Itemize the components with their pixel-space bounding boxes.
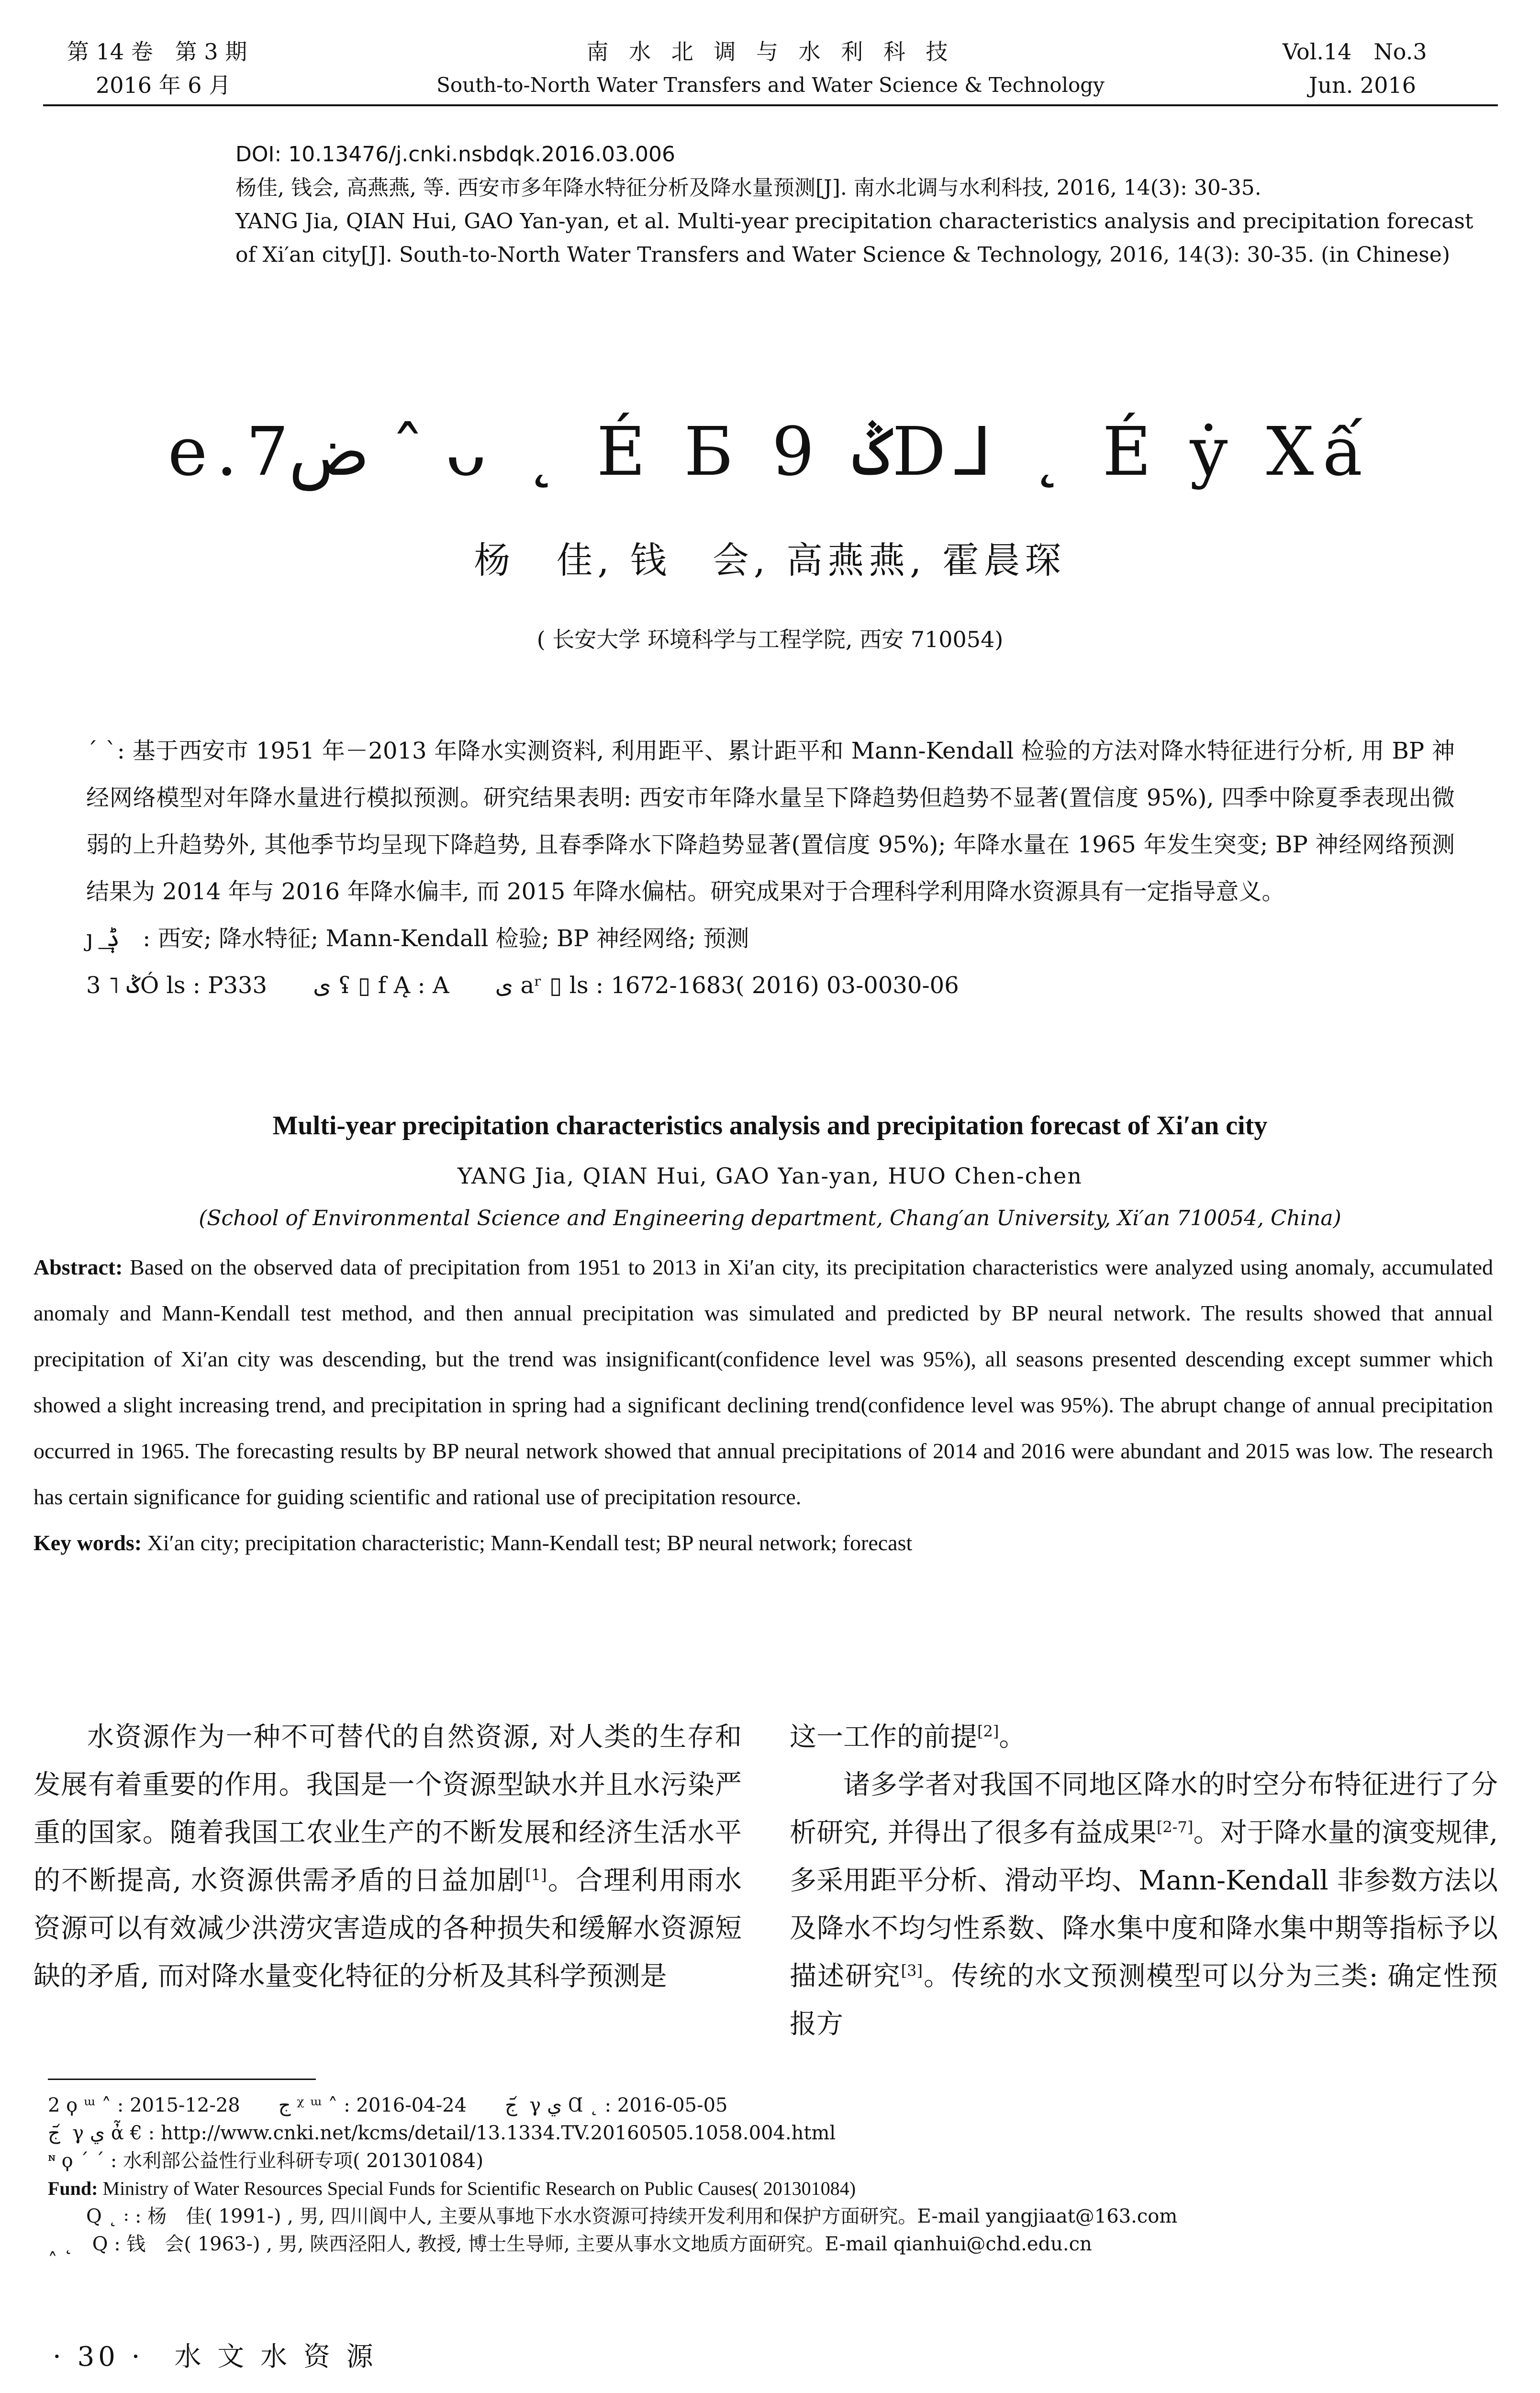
footnotes [48, 2091, 1484, 2258]
footnote-author1: Q ˛ ꞉ : 杨 佳( 1991-) , 男, 四川阆中人, 主要从事地下水水资源可持续开发利用和保护方面研究。E-mail yangjiaat@163.com [86, 2205, 1178, 2227]
body-column-left [33, 1713, 742, 2001]
doi-text: DOI: 10.13476/j.cnki.nsbdqk.2016.03.006 [235, 142, 676, 167]
reference-marker: [3] [901, 1961, 923, 1980]
article-title-en: Multi-year precipitation characteristics analysis and precipitation forecast of Xi′an city [272, 1111, 1268, 1141]
classification-line: 3 ˥ ݣÓ ls : P333 ى ʢ ▯ f Ą : A ى aʳ ▯ ls : 1672-1683( 2016) 03-0030-06 [86, 972, 959, 999]
journal-title-cn: 南 水 北 调 与 水 利 科 技 [586, 39, 955, 65]
abstract-en-body: Based on the observed data of precipitation from 1951 to 2013 in Xi′an city, its precipitation characteristics were analyzed using anomaly, accumulated anomaly and Mann-Kendall test method, and then annual precipitation was simulated and predicted by BP neural network. The results showed that annual precipitation of Xi′an city was descending, but the trend was insignificant(confidence level was 95%), all seasons presented descending except summer which showed a slight increasing trend, and precipitation in spring had a significant declining trend(confidence level was 95%). The abrupt change of annual precipitation occurred in 1965. The forecasting results by BP neural network showed that annual precipitations of 2014 and 2016 were abundant and 2015 was low. The research has certain significance for guiding scientific and rational use of precipitation resource. [33, 1255, 1493, 1509]
reference-marker: [2-7] [1156, 1818, 1194, 1836]
citation-cn: 杨佳, 钱会, 高燕燕, 等. 西安市多年降水特征分析及降水量预测[J]. 南水北调与水利科技, 2016, 14(3): 30-35. [235, 176, 1261, 200]
reference-marker: [1] [525, 1866, 547, 1884]
citation-block [235, 138, 1489, 272]
body-text: 。传统的水文预测模型可以分为三类: 确定性预报方 [790, 1961, 1498, 2040]
header-rule [43, 104, 1498, 106]
publication-date-en: Jun. 2016 [1309, 72, 1417, 98]
affiliation-en: (School of Environmental Science and Engineering department, Chang′an University, Xi′an 710054, China) [199, 1206, 1341, 1230]
journal-title-en: South-to-North Water Transfers and Water Science & Technology [436, 73, 1105, 97]
page-number: · 30 · [53, 2341, 144, 2372]
abstract-cn-text [86, 727, 1455, 915]
volume-issue: 第 14 卷 第 3 期 [67, 39, 247, 65]
abstract-cn-label: ˊ ˋ [86, 738, 117, 764]
body-text: 。 [999, 1722, 1026, 1753]
publication-date: 2016 年 6 月 [96, 72, 231, 98]
body-paragraph [790, 1713, 1498, 1761]
body-text: 。对于降水量的演变规律, 多采用距平分析、滑动平均、Mann-Kendall 非参数方法以及降水不均匀性系数、降水集中度和降水集中期等指标予以描述研究 [790, 1817, 1498, 1992]
fund-text: Ministry of Water Resources Special Funds for Scientific Research on Public Causes( 201301084) [102, 2178, 856, 2199]
volume-issue-en: Vol.14 No.3 [1283, 39, 1427, 65]
keywords-cn [86, 915, 1455, 962]
abstract-cn-body: : 基于西安市 1951 年－2013 年降水实测资料, 利用距平、累计距平和 Mann-Kendall 检验的方法对降水特征进行分析, 用 BP 神经网络模型对年降水量进行模拟预测。研究结果表明: 西安市年降水量呈下降趋势但趋势不显著(置信度 95%), 四季中除夏季表现出微弱的上升趋势外, 其他季节均呈现下降趋势, 且春季降水下降趋势显著(置信度 95%); 年降水量在 1965 年发生突变; BP 神经网络预测结果为 2014 年与 2016 年降水偏丰, 而 2015 年降水偏枯。研究成果对于合理科学利用降水资源具有一定指导意义。 [86, 738, 1455, 905]
affiliation-cn: ( 长安大学 环境科学与工程学院, 西安 710054) [536, 626, 1004, 652]
authors-cn: 杨 佳, 钱 会, 高燕燕, 霍晨琛 [474, 539, 1066, 581]
keywords-en [33, 1520, 1493, 1566]
footnote-project: ᶰ ϙ ˊ ˊ : 水利部公益性行业科研专项( 201301084) [48, 2150, 484, 2172]
keywords-en-label: Key words: [33, 1531, 142, 1555]
keywords-en-text: Xi′an city; precipitation characteristic; Mann-Kendall test; BP neural network; forecast [147, 1531, 913, 1555]
keywords-cn-label: ȷ ͟ ݙ [86, 925, 120, 952]
footnote-dates: 2 ϙ ᵚ ˄ : 2015-12-28 ج ᵡ ᵚ ˄ : 2016-04-24 ج ᷄ γ ي Ɑ ˛ : 2016-05-05 [48, 2094, 728, 2116]
citation-en: YANG Jia, QIAN Hui, GAO Yan-yan, et al. Multi-year precipitation characteristics analysis and precipitation forecast of Xi′an city[J]. South-to-North Water Transfers and Water Science & Technology, 2016, 14(3): 30-35. (in Chinese) [235, 209, 1473, 267]
footnote-url: ج ᷄ γ ي ἆ € : http://www.cnki.net/kcms/detail/13.1334.TV.20160505.1058.004.html [48, 2122, 836, 2144]
body-text: 这一工作的前提 [790, 1722, 977, 1753]
footnote-author2: ˰ ˛ Q : 钱 会( 1963-) , 男, 陕西泾阳人, 教授, 博士生导师, 主要从事水文地质方面研究。E-mail qianhui@chd.edu.cn [48, 2233, 1092, 2255]
abstract-en [33, 1244, 1493, 1566]
body-text: 。合理利用雨水资源可以有效减少洪涝灾害造成的各种损失和缓解水资源短缺的矛盾, 而对降水量变化特征的分析及其科学预测是 [33, 1865, 742, 1992]
authors-en: YANG Jia, QIAN Hui, GAO Yan-yan, HUO Chen-chen [458, 1163, 1082, 1189]
fund-label: Fund: [48, 2178, 98, 2199]
reference-marker: [2] [977, 1722, 999, 1741]
body-paragraph [790, 1761, 1498, 2048]
footnote-fund [48, 2175, 1484, 2203]
article-title-cn: e.ض7 ˆ ᴗ ˛ É Б 9 ݣD⅃ ˛ É ẏ Xấ [167, 413, 1373, 491]
page-footer [53, 2336, 377, 2374]
section-label: 水 文 水 资 源 [174, 2341, 377, 2372]
body-column-right [790, 1713, 1498, 2048]
footnote-rule [48, 2079, 316, 2080]
abstract-en-label: Abstract: [33, 1255, 123, 1279]
abstract-cn [86, 727, 1455, 1009]
abstract-en-text [33, 1244, 1493, 1520]
body-text: 水资源作为一种不可替代的自然资源, 对人类的生存和发展有着重要的作用。我国是一个资源型缺水并且水污染严重的国家。随着我国工农业生产的不断发展和经济生活水平的不断提高, 水资源供需矛盾的日益加剧 [33, 1722, 742, 1896]
body-text: 诸多学者对我国不同地区降水的时空分布特征进行了分析研究, 并得出了很多有益成果 [790, 1769, 1498, 1848]
body-paragraph [33, 1713, 742, 2001]
keywords-cn-text: : 西安; 降水特征; Mann-Kendall 检验; BP 神经网络; 预测 [143, 925, 749, 952]
